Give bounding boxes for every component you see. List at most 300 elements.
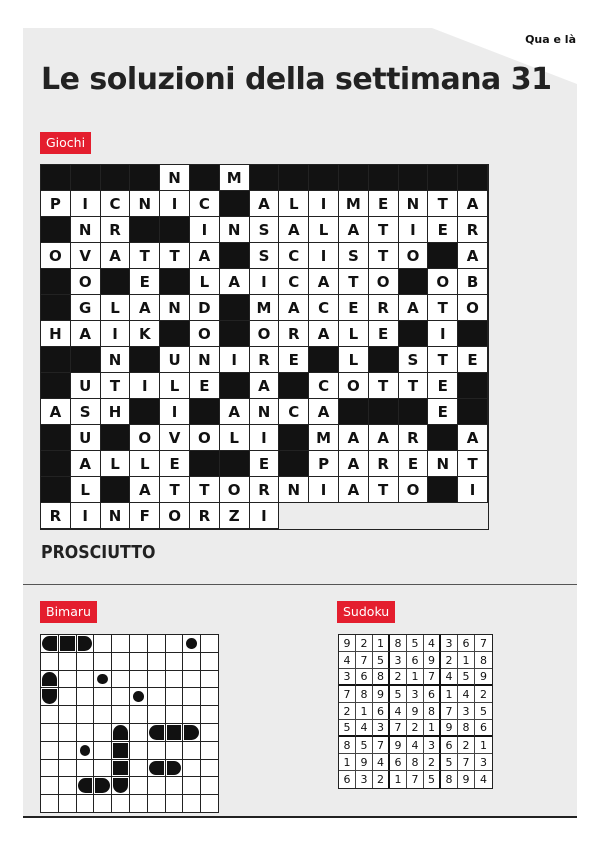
ship-segment — [167, 761, 182, 776]
crossword-block — [250, 165, 280, 191]
sudoku-cell: 4 — [480, 773, 487, 786]
bimaru-cell — [41, 635, 59, 653]
crossword-letter: O — [399, 477, 429, 503]
bimaru-cell — [130, 653, 148, 671]
crossword-block — [190, 165, 220, 191]
crossword-block — [458, 321, 488, 347]
crossword-letter: A — [41, 399, 71, 425]
crossword-answer: PROSCIUTTO — [41, 542, 156, 563]
sudoku-cell: 8 — [390, 635, 407, 652]
bimaru-cell — [41, 724, 59, 742]
crossword-block — [190, 399, 220, 425]
ship-segment — [184, 725, 199, 740]
sudoku-cell: 8 — [441, 771, 458, 788]
bimaru-cell — [130, 635, 148, 653]
crossword-letter: P — [309, 451, 339, 477]
sudoku-cell: 5 — [356, 737, 373, 754]
ship-segment — [42, 689, 57, 704]
bimaru-cell — [77, 671, 95, 689]
crossword-block — [428, 425, 458, 451]
bimaru-cell — [130, 671, 148, 689]
crossword-letter: L — [71, 477, 101, 503]
sudoku-cell: 1 — [339, 754, 356, 771]
sudoku-cell: 7 — [475, 635, 492, 652]
crossword-letter: A — [279, 217, 309, 243]
bimaru-cell — [41, 706, 59, 724]
crossword-letter: L — [279, 191, 309, 217]
sudoku-cell: 9 — [441, 720, 458, 737]
crossword-letter: E — [428, 217, 458, 243]
crossword-letter: M — [220, 165, 250, 191]
sudoku-cell: 2 — [339, 703, 356, 720]
sudoku-cell: 2 — [475, 686, 492, 703]
crossword-letter: I — [309, 191, 339, 217]
sudoku-cell: 2 — [458, 737, 475, 754]
crossword-block — [41, 347, 71, 373]
crossword-letter: C — [309, 373, 339, 399]
crossword-letter: O — [190, 425, 220, 451]
sudoku-cell: 6 — [475, 720, 492, 737]
bimaru-cell — [41, 688, 59, 706]
crossword-letter: O — [250, 321, 280, 347]
sudoku-cell: 4 — [441, 669, 458, 686]
crossword-block — [339, 399, 369, 425]
crossword-empty — [279, 503, 309, 529]
bimaru-cell — [201, 795, 219, 813]
bimaru-cell — [77, 635, 95, 653]
bimaru-cell — [59, 724, 77, 742]
crossword-letter: N — [399, 191, 429, 217]
crossword-letter: I — [71, 191, 101, 217]
sudoku-cell: 5 — [407, 635, 424, 652]
crossword-letter: I — [250, 269, 280, 295]
bimaru-cell — [183, 688, 201, 706]
ship-segment — [186, 638, 197, 649]
crossword-letter: A — [130, 477, 160, 503]
crossword-letter: H — [41, 321, 71, 347]
crossword-letter: T — [428, 191, 458, 217]
crossword-letter: R — [279, 321, 309, 347]
bimaru-cell — [94, 688, 112, 706]
crossword-letter: T — [428, 347, 458, 373]
crossword-letter: N — [71, 217, 101, 243]
ship-segment — [95, 778, 110, 793]
sudoku-cell: 3 — [356, 771, 373, 788]
crossword-letter: R — [41, 503, 71, 529]
crossword-block — [160, 217, 190, 243]
bimaru-cell — [183, 795, 201, 813]
sudoku-cell: 6 — [373, 703, 390, 720]
crossword-letter: L — [339, 347, 369, 373]
crossword-letter: T — [190, 477, 220, 503]
crossword-letter: O — [220, 477, 250, 503]
crossword-block — [458, 165, 488, 191]
crossword-letter: E — [369, 321, 399, 347]
sudoku-cell: 3 — [458, 703, 475, 720]
crossword-empty — [369, 503, 399, 529]
sudoku-cell: 1 — [373, 635, 390, 652]
bimaru-cell — [201, 777, 219, 795]
crossword-block — [220, 191, 250, 217]
crossword-letter: S — [250, 243, 280, 269]
crossword-letter: H — [101, 399, 131, 425]
crossword-letter: O — [71, 269, 101, 295]
sudoku-cell: 7 — [390, 720, 407, 737]
crossword-block — [339, 165, 369, 191]
crossword-letter: G — [71, 295, 101, 321]
crossword-block — [130, 399, 160, 425]
bimaru-cell — [94, 742, 112, 760]
crossword-letter: K — [130, 321, 160, 347]
crossword-letter: L — [190, 269, 220, 295]
sudoku-cell: 5 — [441, 754, 458, 771]
bimaru-grid — [40, 634, 219, 813]
sudoku-cell: 8 — [424, 703, 441, 720]
sudoku-cell: 7 — [339, 686, 356, 703]
crossword-letter: E — [428, 399, 458, 425]
sudoku-cell: 5 — [458, 669, 475, 686]
crossword-block — [41, 165, 71, 191]
crossword-letter: V — [71, 243, 101, 269]
crossword-empty — [339, 503, 369, 529]
sudoku-cell: 7 — [441, 703, 458, 720]
sudoku-cell: 1 — [458, 652, 475, 669]
sudoku-cell: 7 — [458, 754, 475, 771]
sudoku-cell: 6 — [424, 686, 441, 703]
bimaru-cell — [148, 777, 166, 795]
crossword-letter: P — [41, 191, 71, 217]
sudoku-cell: 4 — [407, 737, 424, 754]
bimaru-cell — [201, 760, 219, 778]
crossword-letter: N — [130, 191, 160, 217]
crossword-letter: A — [458, 191, 488, 217]
ship-segment — [42, 636, 57, 651]
bimaru-cell — [183, 724, 201, 742]
crossword-letter: N — [220, 217, 250, 243]
crossword-letter: A — [101, 243, 131, 269]
crossword-block — [399, 321, 429, 347]
sudoku-cell: 7 — [373, 737, 390, 754]
crossword-letter: N — [250, 399, 280, 425]
sudoku-cell: 9 — [475, 669, 492, 686]
bimaru-cell — [94, 760, 112, 778]
crossword-block — [130, 165, 160, 191]
crossword-letter: L — [220, 425, 250, 451]
crossword-empty — [458, 503, 488, 529]
sudoku-cell: 7 — [424, 669, 441, 686]
crossword-letter: L — [160, 373, 190, 399]
sudoku-cell: 3 — [339, 669, 356, 686]
crossword-block — [41, 451, 71, 477]
bimaru-cell — [148, 653, 166, 671]
bimaru-cell — [166, 724, 184, 742]
bimaru-cell — [183, 635, 201, 653]
bimaru-cell — [94, 635, 112, 653]
bimaru-cell — [183, 742, 201, 760]
bimaru-cell — [166, 635, 184, 653]
crossword-letter: O — [339, 373, 369, 399]
sudoku-cell: 4 — [339, 652, 356, 669]
bimaru-cell — [183, 653, 201, 671]
ship-segment — [80, 745, 91, 756]
crossword-letter: T — [101, 373, 131, 399]
crossword-block — [101, 477, 131, 503]
crossword-letter: A — [190, 243, 220, 269]
crossword-block — [279, 451, 309, 477]
sudoku-label: Sudoku — [337, 601, 395, 623]
sudoku-cell: 2 — [407, 720, 424, 737]
crossword-letter: I — [428, 321, 458, 347]
crossword-block — [160, 321, 190, 347]
crossword-letter: Z — [220, 503, 250, 529]
crossword-letter: E — [428, 373, 458, 399]
bimaru-cell — [112, 760, 130, 778]
crossword-block — [458, 373, 488, 399]
crossword-letter: T — [160, 243, 190, 269]
sudoku-cell: 4 — [458, 686, 475, 703]
sudoku-cell: 1 — [390, 771, 407, 788]
crossword-letter: O — [41, 243, 71, 269]
crossword-block — [369, 165, 399, 191]
sudoku-cell: 8 — [356, 686, 373, 703]
crossword-block — [428, 165, 458, 191]
crossword-block — [220, 321, 250, 347]
crossword-letter: A — [339, 477, 369, 503]
crossword-empty — [399, 503, 429, 529]
crossword-letter: A — [309, 269, 339, 295]
crossword-letter: A — [458, 243, 488, 269]
sudoku-cell: 1 — [407, 669, 424, 686]
crossword-block — [160, 269, 190, 295]
bimaru-cell — [59, 671, 77, 689]
bimaru-cell — [41, 742, 59, 760]
crossword-letter: E — [250, 451, 280, 477]
crossword-block — [279, 165, 309, 191]
crossword-letter: S — [250, 217, 280, 243]
bimaru-cell — [130, 777, 148, 795]
crossword-letter: T — [339, 269, 369, 295]
crossword-block — [101, 425, 131, 451]
crossword-letter: I — [220, 347, 250, 373]
sudoku-cell: 2 — [390, 669, 407, 686]
crossword-letter: I — [309, 243, 339, 269]
sudoku-cell: 5 — [339, 720, 356, 737]
sudoku-cell: 7 — [407, 771, 424, 788]
bimaru-cell — [148, 671, 166, 689]
crossword-block — [220, 243, 250, 269]
crossword-letter: N — [101, 503, 131, 529]
crossword-letter: A — [130, 295, 160, 321]
crossword-letter: D — [190, 295, 220, 321]
crossword-letter: R — [458, 217, 488, 243]
ship-segment — [149, 725, 164, 740]
giochi-label: Giochi — [40, 132, 91, 154]
crossword-letter: A — [71, 321, 101, 347]
crossword-letter: I — [250, 503, 280, 529]
crossword-letter: U — [71, 373, 101, 399]
bimaru-cell — [130, 724, 148, 742]
bimaru-cell — [201, 724, 219, 742]
crossword-letter: N — [160, 165, 190, 191]
crossword-block — [71, 165, 101, 191]
crossword-letter: T — [369, 217, 399, 243]
bimaru-cell — [94, 671, 112, 689]
sudoku-cell: 5 — [475, 703, 492, 720]
bimaru-cell — [59, 777, 77, 795]
sudoku-cell: 9 — [458, 771, 475, 788]
crossword-letter: F — [130, 503, 160, 529]
crossword-letter: A — [250, 373, 280, 399]
bimaru-cell — [166, 742, 184, 760]
sudoku-cell: 4 — [356, 720, 373, 737]
sudoku-cell: 9 — [390, 737, 407, 754]
bimaru-cell — [130, 742, 148, 760]
crossword-letter: E — [458, 347, 488, 373]
page-title: Le soluzioni della settimana 31 — [41, 62, 552, 97]
sudoku-cell: 3 — [441, 635, 458, 652]
ship-segment — [149, 761, 164, 776]
sudoku-cell: 1 — [424, 720, 441, 737]
bimaru-cell — [201, 653, 219, 671]
crossword-block — [399, 399, 429, 425]
crossword-letter: S — [71, 399, 101, 425]
crossword-letter: C — [279, 269, 309, 295]
sudoku-cell: 9 — [373, 686, 390, 703]
crossword-letter: A — [339, 451, 369, 477]
sudoku-cell: 1 — [441, 686, 458, 703]
crossword-letter: R — [369, 295, 399, 321]
crossword-letter: C — [279, 399, 309, 425]
crossword-letter: I — [190, 217, 220, 243]
sudoku-cell: 3 — [390, 652, 407, 669]
crossword-letter: M — [250, 295, 280, 321]
crossword-letter: T — [399, 373, 429, 399]
ship-segment — [78, 636, 93, 651]
crossword-letter: A — [339, 217, 369, 243]
bimaru-cell — [77, 795, 95, 813]
crossword-letter: T — [369, 243, 399, 269]
bimaru-cell — [59, 742, 77, 760]
sudoku-cell: 3 — [373, 720, 390, 737]
bimaru-cell — [94, 706, 112, 724]
sudoku-cell: 8 — [339, 737, 356, 754]
section-divider — [23, 584, 577, 585]
crossword-letter: N — [279, 477, 309, 503]
bimaru-cell — [166, 688, 184, 706]
crossword-letter: R — [101, 217, 131, 243]
sudoku-cell: 8 — [407, 754, 424, 771]
crossword-letter: R — [250, 477, 280, 503]
sudoku-cell: 3 — [407, 686, 424, 703]
crossword-letter: V — [160, 425, 190, 451]
bimaru-cell — [148, 742, 166, 760]
crossword-letter: I — [399, 217, 429, 243]
sudoku-cell: 4 — [390, 703, 407, 720]
crossword-letter: A — [220, 269, 250, 295]
bimaru-cell — [59, 635, 77, 653]
bimaru-cell — [59, 760, 77, 778]
bimaru-cell — [166, 760, 184, 778]
sudoku-cell: 6 — [390, 754, 407, 771]
crossword-letter: A — [399, 295, 429, 321]
sudoku-cell: 8 — [373, 669, 390, 686]
crossword-block — [41, 269, 71, 295]
bimaru-cell — [41, 777, 59, 795]
ship-segment — [113, 725, 128, 740]
sudoku-cell: 6 — [441, 737, 458, 754]
bimaru-cell — [148, 635, 166, 653]
crossword-block — [399, 165, 429, 191]
crossword-letter: I — [458, 477, 488, 503]
crossword-letter: M — [309, 425, 339, 451]
sudoku-grid — [338, 634, 493, 789]
crossword-block — [220, 451, 250, 477]
sudoku-cell: 4 — [373, 754, 390, 771]
crossword-empty — [428, 503, 458, 529]
sudoku-cell: 9 — [339, 635, 356, 652]
crossword-letter: C — [279, 243, 309, 269]
bimaru-cell — [148, 706, 166, 724]
bimaru-cell — [94, 653, 112, 671]
sudoku-cell: 4 — [424, 635, 441, 652]
crossword-letter: I — [250, 425, 280, 451]
bimaru-cell — [94, 795, 112, 813]
sudoku-cell: 3 — [424, 737, 441, 754]
crossword-letter: I — [160, 191, 190, 217]
sudoku-cell: 5 — [390, 686, 407, 703]
crossword-letter: B — [458, 269, 488, 295]
crossword-block — [369, 399, 399, 425]
crossword-letter: E — [130, 269, 160, 295]
bimaru-cell — [148, 724, 166, 742]
bimaru-cell — [130, 760, 148, 778]
sudoku-cell: 2 — [356, 635, 373, 652]
crossword-letter: M — [339, 191, 369, 217]
bimaru-cell — [59, 653, 77, 671]
crossword-letter: E — [399, 451, 429, 477]
bimaru-cell — [130, 706, 148, 724]
sudoku-cell: 2 — [373, 771, 390, 788]
bimaru-cell — [148, 795, 166, 813]
sudoku-cell: 6 — [407, 652, 424, 669]
crossword-block — [279, 425, 309, 451]
crossword-letter: L — [101, 451, 131, 477]
ship-segment — [113, 761, 128, 776]
crossword-letter: I — [71, 503, 101, 529]
crossword-letter: E — [339, 295, 369, 321]
crossword-letter: A — [339, 425, 369, 451]
crossword-block — [458, 399, 488, 425]
bimaru-cell — [201, 742, 219, 760]
bimaru-cell — [166, 777, 184, 795]
sudoku-cell: 2 — [424, 754, 441, 771]
crossword-letter: U — [160, 347, 190, 373]
bimaru-cell — [112, 724, 130, 742]
bimaru-cell — [112, 706, 130, 724]
crossword-letter: A — [220, 399, 250, 425]
ship-segment — [42, 672, 57, 687]
crossword-letter: U — [71, 425, 101, 451]
bimaru-cell — [166, 795, 184, 813]
crossword-letter: L — [101, 295, 131, 321]
crossword-letter: L — [339, 321, 369, 347]
crossword-letter: S — [399, 347, 429, 373]
crossword-letter: C — [309, 295, 339, 321]
crossword-block — [309, 347, 339, 373]
crossword-block — [41, 425, 71, 451]
bimaru-cell — [166, 706, 184, 724]
crossword-block — [41, 373, 71, 399]
